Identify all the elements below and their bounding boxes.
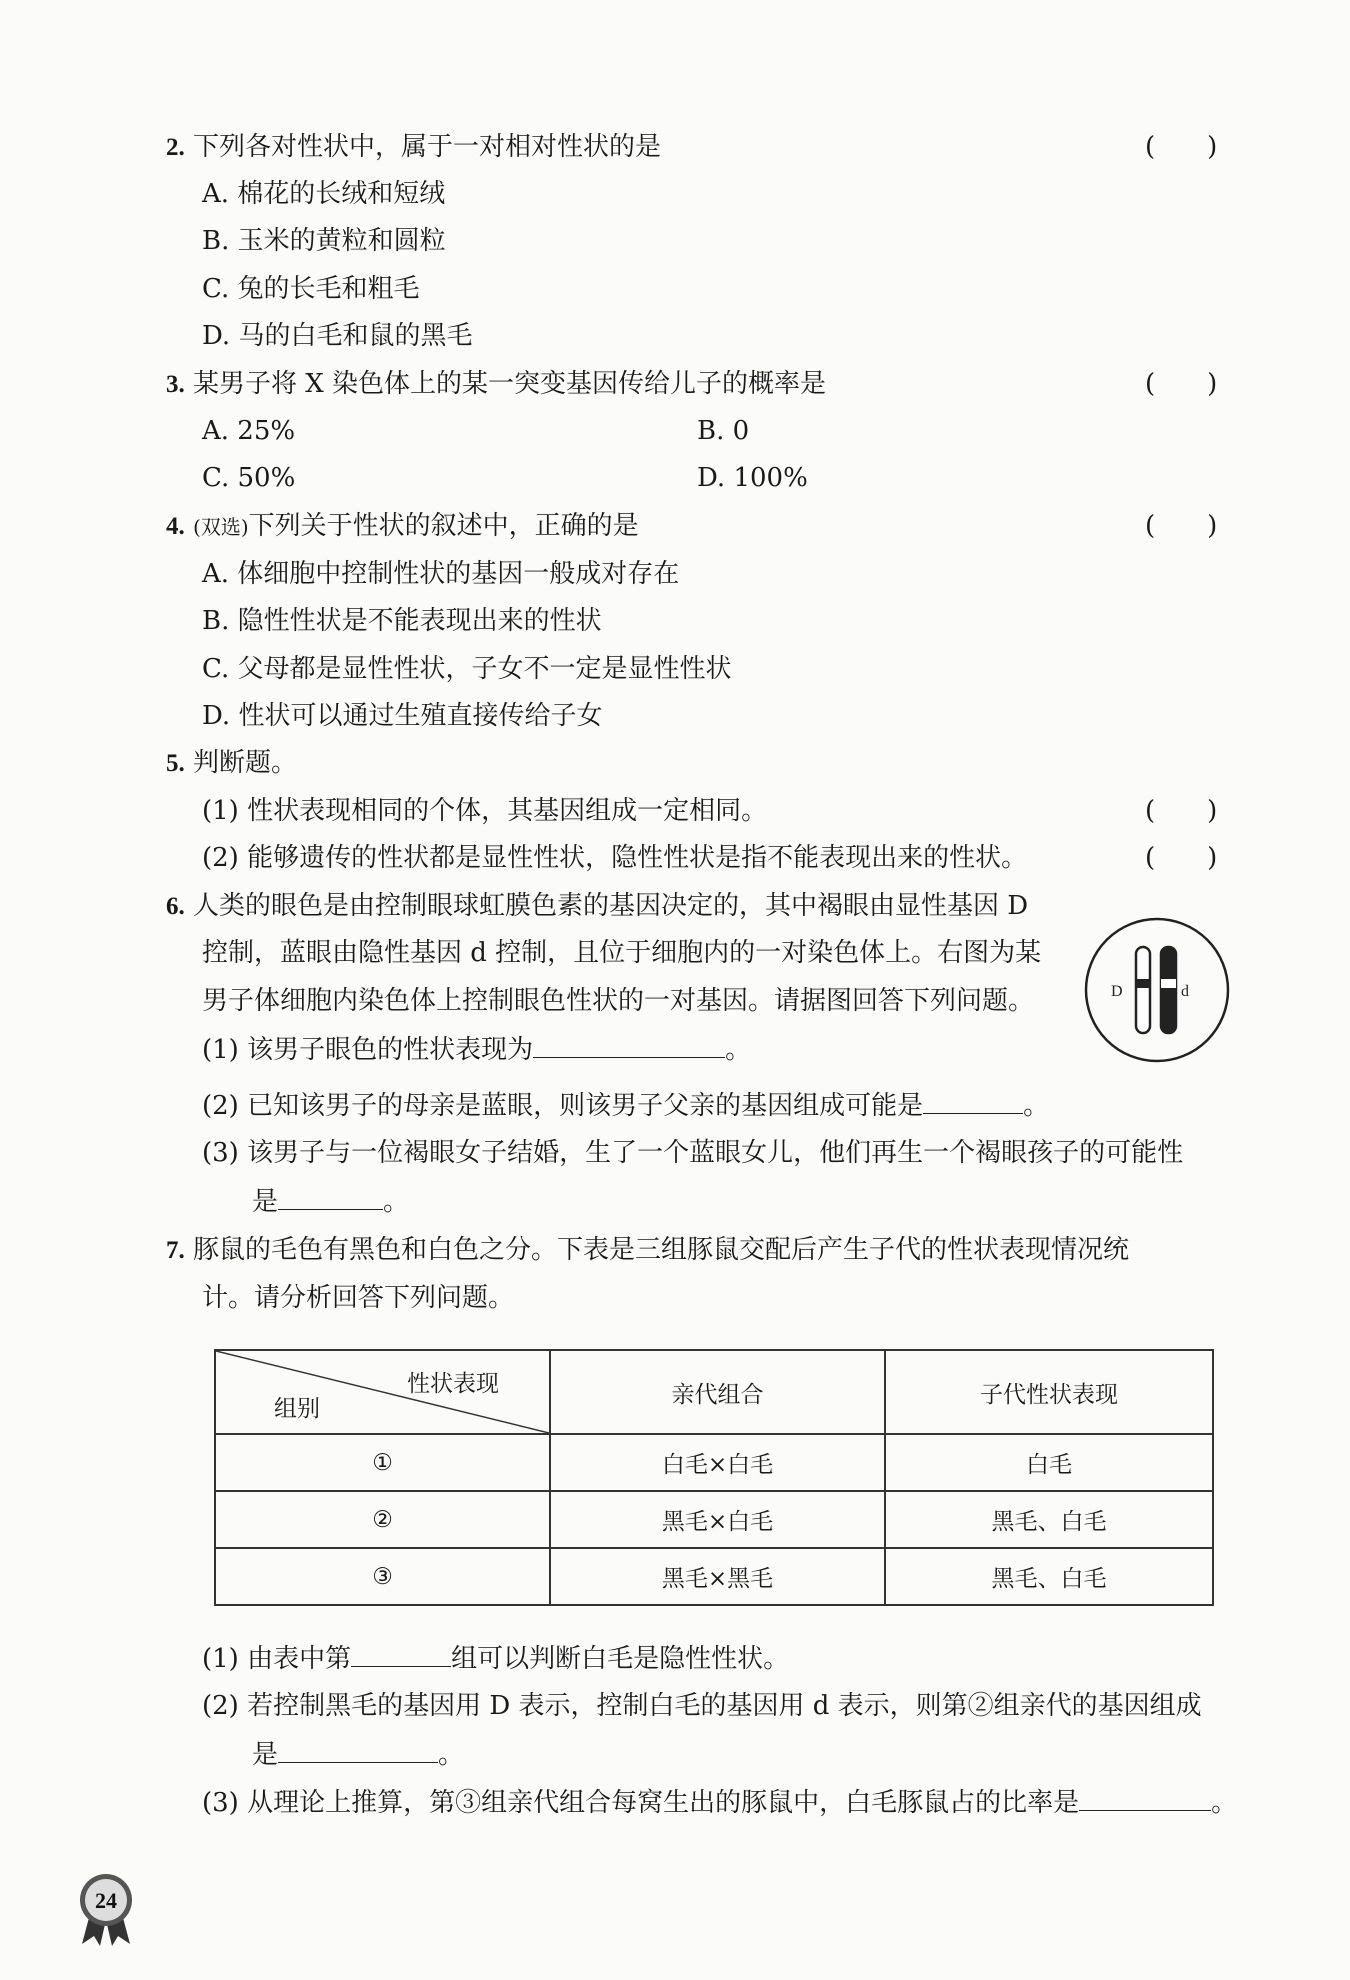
table-header-row — [215, 1350, 1213, 1434]
question-4-stem: 4. (双选)下列关于性状的叙述中，正确的是 — [166, 511, 639, 541]
table-cell-parents: 黑毛×白毛 — [550, 1491, 885, 1548]
question-7-sub1: (1) 由表中第 组可以判断白毛是隐性性状。 — [202, 1640, 789, 1677]
answer-blank[interactable] — [351, 1640, 451, 1667]
question-6-sub2: (2) 已知该男子的母亲是蓝眼，则该男子父亲的基因组成可能是 。 — [202, 1087, 1049, 1124]
question-6-stem-line: 控制，蓝眼由隐性基因 d 控制，且位于细胞内的一对染色体上。右图为某 — [202, 938, 1042, 968]
option: B. 隐性性状是不能表现出来的性状 — [202, 606, 602, 636]
question-7-sub2-cont: 是 。 — [252, 1736, 464, 1773]
page-number-badge-icon — [78, 1872, 134, 1948]
question-6-sub1: (1) 该男子眼色的性状表现为 。 — [202, 1031, 751, 1068]
answer-blank[interactable] — [278, 1736, 438, 1763]
answer-paren[interactable]: ( ) — [1145, 369, 1218, 399]
question-7-sub2: (2) 若控制黑毛的基因用 D 表示，控制白毛的基因用 d 表示，则第②组亲代的基因组成 — [202, 1691, 1202, 1721]
gene-band-d — [1161, 979, 1176, 988]
table-cell-parents: 黑毛×黑毛 — [550, 1548, 885, 1605]
table-cell-offspring: 白毛 — [885, 1434, 1213, 1491]
question-7-stem-line: 计。请分析回答下列问题。 — [202, 1283, 515, 1313]
gene-band-D — [1136, 979, 1150, 988]
option: C. 50% — [202, 463, 296, 493]
judgement-item: (1) 性状表现相同的个体，其基因组成一定相同。 — [202, 796, 768, 826]
option: B. 0 — [697, 416, 750, 446]
judgement-item: (2) 能够遗传的性状都是显性性状，隐性性状是指不能表现出来的性状。 — [202, 843, 1028, 873]
table-corner-cell — [215, 1350, 550, 1434]
page-number: 24 — [95, 1888, 117, 1913]
option: A. 棉花的长绒和短绒 — [202, 179, 446, 209]
table-cell-group: ③ — [215, 1548, 550, 1605]
question-5-stem: 5. 判断题。 — [166, 748, 298, 778]
question-2-stem: 2. 下列各对性状中，属于一对相对性状的是 — [166, 132, 662, 162]
table-header-parents: 亲代组合 — [550, 1350, 885, 1434]
question-7-stem: 7. 豚鼠的毛色有黑色和白色之分。下表是三组豚鼠交配后产生子代的性状表现情况统 — [166, 1235, 1130, 1265]
table-row — [215, 1548, 1213, 1605]
question-6-sub3: (3) 该男子与一位褐眼女子结婚，生了一个蓝眼女儿，他们再生一个褐眼孩子的可能性 — [202, 1138, 1184, 1168]
table-cell-offspring: 黑毛、白毛 — [885, 1548, 1213, 1605]
option: A. 体细胞中控制性状的基因一般成对存在 — [202, 559, 680, 589]
option: C. 父母都是显性性状，子女不一定是显性性状 — [202, 654, 732, 684]
answer-paren[interactable]: ( ) — [1145, 796, 1218, 826]
answer-blank[interactable] — [1079, 1784, 1211, 1811]
question-3-stem: 3. 某男子将 X 染色体上的某一突变基因传给儿子的概率是 — [166, 369, 827, 399]
question-6-stem-line: 男子体细胞内染色体上控制眼色性状的一对基因。请据图回答下列问题。 — [202, 986, 1035, 1016]
gene-label-d: d — [1181, 983, 1189, 1000]
answer-paren[interactable]: ( ) — [1145, 843, 1218, 873]
option: A. 25% — [202, 416, 296, 446]
question-6-sub3-cont: 是 。 — [252, 1183, 409, 1220]
chromosome-right — [1161, 947, 1176, 1033]
option: D. 100% — [697, 463, 808, 493]
table-cell-offspring: 黑毛、白毛 — [885, 1491, 1213, 1548]
table-cell-group: ② — [215, 1491, 550, 1548]
table-row — [215, 1434, 1213, 1491]
option: D. 马的白毛和鼠的黑毛 — [202, 321, 473, 351]
answer-blank[interactable] — [923, 1087, 1023, 1114]
table-row — [215, 1491, 1213, 1548]
option: D. 性状可以通过生殖直接传给子女 — [202, 701, 603, 731]
table-cell-parents: 白毛×白毛 — [550, 1434, 885, 1491]
answer-blank[interactable] — [278, 1183, 383, 1210]
answer-blank[interactable] — [533, 1031, 725, 1058]
gene-label-D: D — [1111, 983, 1123, 1000]
corner-label-top: 性状表现 — [407, 1371, 499, 1397]
question-6-stem: 6. 人类的眼色是由控制眼球虹膜色素的基因决定的，其中褐眼由显性基因 D — [166, 891, 1029, 921]
table-cell-group: ① — [215, 1434, 550, 1491]
answer-paren[interactable]: ( ) — [1145, 511, 1218, 541]
option: C. 兔的长毛和粗毛 — [202, 274, 420, 304]
chromosome-figure — [1082, 915, 1232, 1065]
option: B. 玉米的黄粒和圆粒 — [202, 226, 446, 256]
offspring-table — [214, 1349, 1214, 1606]
question-7-sub3: (3) 从理论上推算，第③组亲代组合每窝生出的豚鼠中，白毛豚鼠占的比率是 。 — [202, 1784, 1237, 1821]
chromosome-left — [1136, 947, 1150, 1033]
answer-paren[interactable]: ( ) — [1145, 132, 1218, 162]
table-header-offspring: 子代性状表现 — [885, 1350, 1213, 1434]
corner-label-bottom: 组别 — [274, 1396, 320, 1422]
